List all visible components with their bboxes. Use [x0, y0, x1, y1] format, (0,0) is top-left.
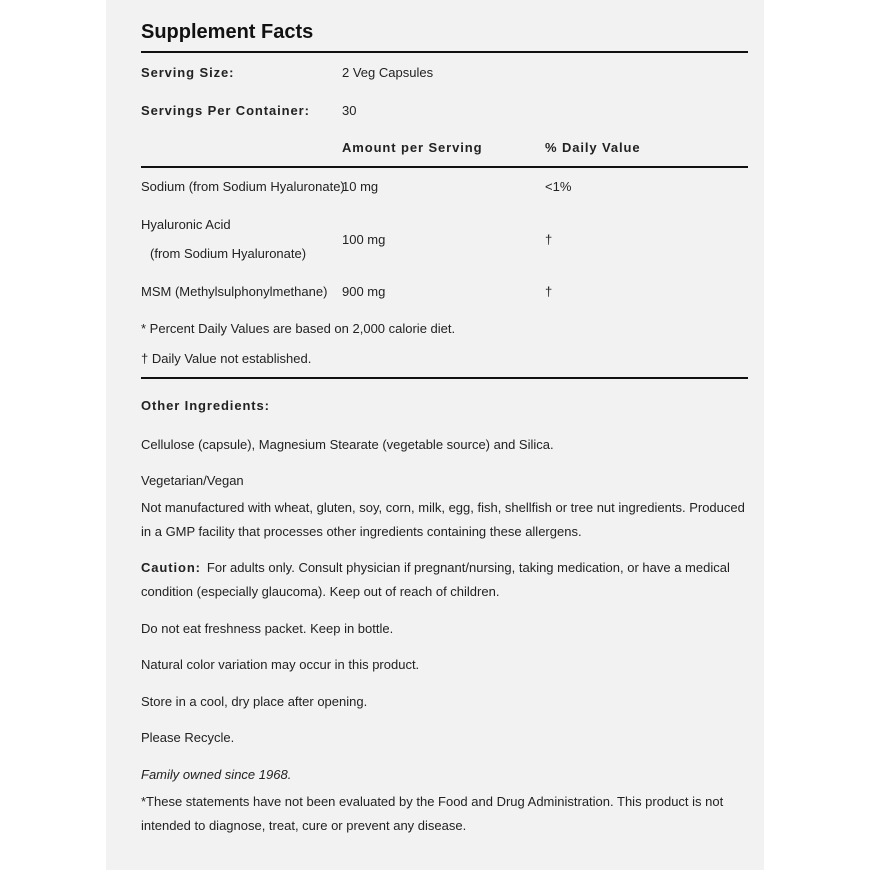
- other-ingredients-list: Cellulose (capsule), Magnesium Stearate (vegetable source) and Silica.: [141, 437, 554, 452]
- other-ingredients-heading: Other Ingredients:: [141, 398, 270, 413]
- serving-size-value: 2 Veg Capsules: [342, 65, 434, 80]
- nutrient-daily-value: †: [545, 284, 553, 299]
- serving-size-label: Serving Size:: [141, 65, 235, 80]
- freshness-note: Do not eat freshness packet. Keep in bottle.: [141, 621, 394, 636]
- storage-note: Store in a cool, dry place after opening.: [141, 694, 368, 709]
- amount-per-serving-header: Amount per Serving: [342, 140, 483, 155]
- nutrient-daily-value: †: [545, 232, 553, 247]
- footnote-dagger: † Daily Value not established.: [141, 351, 312, 366]
- title-divider: [141, 51, 748, 53]
- nutrient-name: MSM (Methylsulphonylmethane): [141, 284, 328, 299]
- family-owned-note: Family owned since 1968.: [141, 767, 292, 782]
- recycle-note: Please Recycle.: [141, 730, 235, 745]
- nutrient-amount: 900 mg: [342, 284, 386, 299]
- nutrient-amount: 100 mg: [342, 232, 386, 247]
- color-variation-note: Natural color variation may occur in this product.: [141, 657, 420, 672]
- nutrient-amount: 10 mg: [342, 179, 379, 194]
- fda-disclaimer: *These statements have not been evaluated by the Food and Drug Administration. This product is not intended to diagnose, treat, cure or prevent any disease.: [141, 794, 724, 833]
- header-divider: [141, 166, 748, 168]
- nutrient-daily-value: <1%: [545, 179, 572, 194]
- servings-per-container-value: 30: [342, 103, 357, 118]
- caution-label: Caution:: [141, 560, 201, 575]
- allergen-statement: Not manufactured with wheat, gluten, soy, corn, milk, egg, fish, shellfish or tree nut ingredients. Produced in a GMP facility that processes other ingredients containing these allergens.: [141, 500, 745, 539]
- nutrient-name: Hyaluronic Acid: [141, 217, 231, 232]
- caution-statement: [141, 556, 748, 604]
- servings-per-container-label: Servings Per Container:: [141, 103, 310, 118]
- nutrient-name: Sodium (from Sodium Hyaluronate): [141, 179, 345, 194]
- footnote-percent-daily-value: * Percent Daily Values are based on 2,000 calorie diet.: [141, 321, 456, 336]
- caution-text: For adults only. Consult physician if pregnant/nursing, taking medication, or have a medical condition (especially glaucoma). Keep out of reach of children.: [141, 560, 730, 599]
- vegetarian-vegan-note: Vegetarian/Vegan: [141, 473, 244, 488]
- nutrient-name-sub: (from Sodium Hyaluronate): [150, 246, 307, 261]
- facts-bottom-divider: [141, 377, 748, 379]
- daily-value-header: % Daily Value: [545, 140, 641, 155]
- page-title: Supplement Facts: [141, 21, 314, 43]
